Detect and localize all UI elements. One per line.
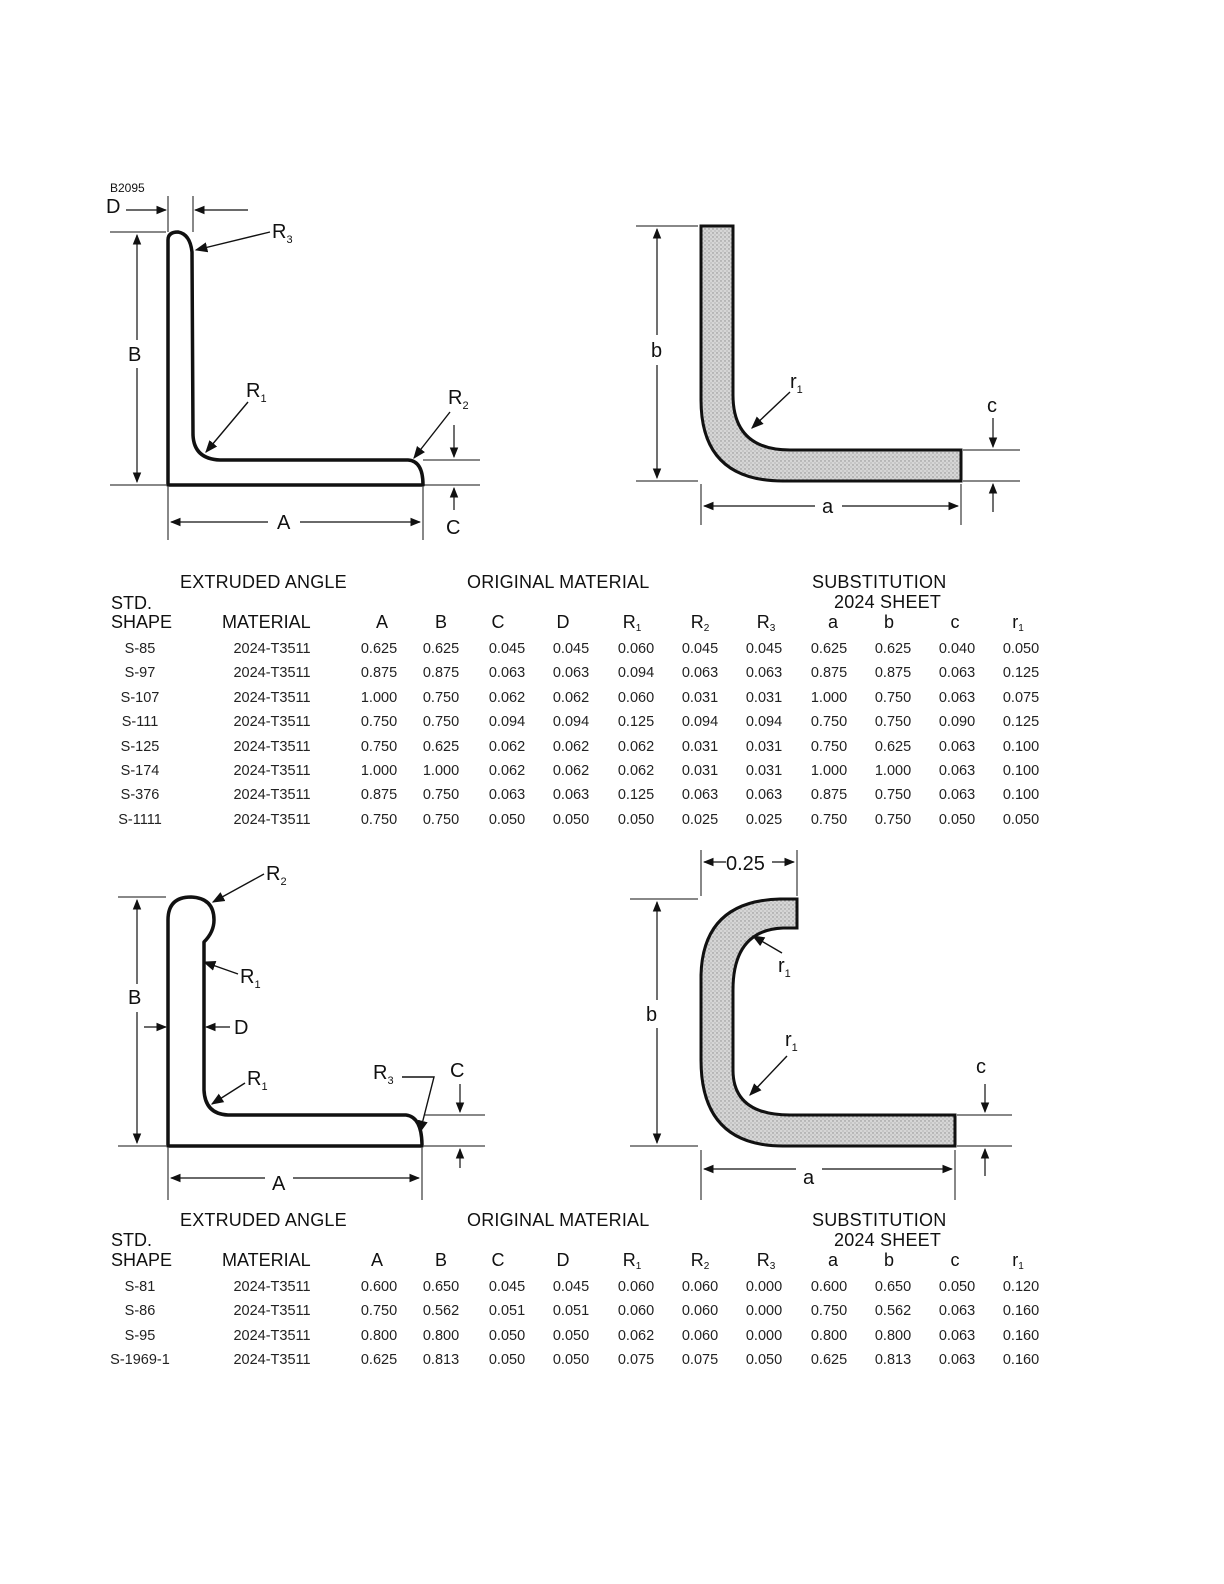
table-cell-value: 0.094 [745, 714, 783, 731]
table-cell-value: 0.062 [617, 738, 655, 755]
table-cell-value: 0.875 [810, 787, 848, 804]
table-cell-value: 0.813 [874, 1352, 912, 1369]
br-label-r1-lower: $r_1$ [785, 1029, 798, 1054]
table-cell-value: 0.750 [874, 811, 912, 828]
table-cell-value: 0.063 [552, 787, 590, 804]
table-2-title-extruded: EXTRUDED ANGLE [180, 1210, 347, 1230]
table-row [0, 1303, 1224, 1325]
table-1-title-extruded: EXTRUDED ANGLE [180, 572, 347, 592]
table-cell-value: 0.000 [745, 1303, 783, 1320]
table-cell-value: 0.062 [552, 763, 590, 779]
top-right-sheet-outline [701, 226, 961, 481]
br-label-c: c [976, 1056, 986, 1078]
tr-label-b: b [651, 340, 663, 362]
table-row [0, 1352, 1224, 1374]
table-cell-shape: S-97 [124, 665, 156, 682]
table-2-col-shape: SHAPE [111, 1250, 173, 1270]
table-cell-value: 0.045 [488, 641, 526, 657]
table-cell-value: 0.031 [745, 689, 783, 706]
table-cell-value: 0.062 [552, 738, 590, 755]
table-cell-value: 0.875 [874, 665, 912, 682]
table-cell-value: 0.050 [552, 1352, 590, 1369]
table-cell-material: 2024-T3511 [233, 665, 311, 682]
table-cell-value: 0.045 [552, 1279, 590, 1295]
table-row [0, 763, 1224, 785]
table-cell-value: 0.125 [1002, 714, 1040, 731]
table-row [0, 1328, 1224, 1350]
table-cell-value: 0.090 [938, 714, 976, 731]
table-cell-value: 0.062 [552, 689, 590, 706]
table-cell-value: 0.045 [488, 1279, 526, 1295]
bl-label-A: A [272, 1173, 286, 1195]
table-cell-value: 0.160 [1002, 1352, 1040, 1369]
table-2-col-R2: $R_2$ [690, 1250, 710, 1272]
table-cell-value: 0.800 [874, 1327, 912, 1344]
tl-label-R2: $R_2$ [448, 387, 469, 412]
table-cell-value: 0.625 [874, 641, 912, 657]
table-cell-value: 0.000 [745, 1279, 783, 1295]
tr-label-a: a [822, 496, 834, 518]
table-cell-value: 0.050 [488, 1327, 526, 1344]
table-cell-value: 0.050 [938, 811, 976, 828]
table-cell-value: 0.562 [874, 1303, 912, 1320]
br-label-025: 0.25 [726, 853, 765, 875]
table-cell-value: 0.063 [938, 1327, 976, 1344]
table-row [0, 1279, 1224, 1301]
table-cell-value: 0.750 [874, 689, 912, 706]
table-2-col-C: C [491, 1250, 505, 1270]
table-1-title-substitution: SUBSTITUTION [812, 572, 947, 592]
table-cell-value: 0.031 [745, 738, 783, 755]
table-cell-shape: S-85 [124, 641, 156, 657]
tr-label-c: c [987, 395, 997, 417]
table-cell-value: 0.063 [681, 665, 719, 682]
table-cell-value: 0.000 [745, 1327, 783, 1344]
table-cell-material: 2024-T3511 [233, 1327, 311, 1344]
table-cell-value: 0.050 [745, 1352, 783, 1369]
table-cell-value: 0.625 [810, 641, 848, 657]
table-cell-shape: S-125 [120, 738, 160, 755]
table-cell-material: 2024-T3511 [233, 738, 311, 755]
table-cell-value: 0.040 [938, 641, 976, 657]
table-1-col-b: b [883, 612, 895, 632]
table-cell-value: 0.750 [810, 1303, 848, 1320]
table-1-col-A: A [375, 612, 389, 632]
table-cell-material: 2024-T3511 [233, 787, 311, 804]
bl-label-R3: $R_3$ [373, 1062, 394, 1087]
table-cell-value: 0.060 [617, 641, 655, 657]
table-cell-value: 0.050 [938, 1279, 976, 1295]
table-cell-value: 0.031 [745, 763, 783, 779]
table-cell-value: 0.050 [617, 811, 655, 828]
table-cell-value: 0.125 [617, 714, 655, 731]
table-row [0, 739, 1224, 761]
top-left-extruded-angle [106, 196, 480, 540]
table-row [0, 714, 1224, 736]
table-cell-value: 0.750 [360, 1303, 398, 1320]
tl-label-A: A [277, 512, 291, 534]
bottom-left-extruded-angle [118, 863, 485, 1200]
table-cell-value: 0.045 [745, 641, 783, 657]
table-cell-value: 0.075 [617, 1352, 655, 1369]
table-1-col-R3: $R_3$ [756, 612, 776, 634]
table-cell-material: 2024-T3511 [233, 689, 311, 706]
table-cell-value: 0.063 [745, 787, 783, 804]
table-cell-value: 0.062 [617, 763, 655, 779]
table-cell-value: 0.063 [938, 1303, 976, 1320]
table-cell-value: 1.000 [810, 689, 848, 706]
table-2-title-original: ORIGINAL MATERIAL [467, 1210, 650, 1230]
br-label-r1-upper: $r_1$ [778, 955, 791, 980]
table-cell-value: 0.750 [360, 738, 398, 755]
tl-label-R3: $R_3$ [272, 221, 293, 246]
table-1-col-c: c [950, 612, 960, 632]
table-cell-value: 0.650 [422, 1279, 460, 1295]
table-1-col-D: D [556, 612, 570, 632]
table-row [0, 690, 1224, 712]
table-cell-material: 2024-T3511 [233, 641, 311, 657]
figure-id: B2095 [110, 181, 145, 195]
table-cell-value: 0.100 [1002, 787, 1040, 804]
table-cell-shape: S-86 [124, 1303, 156, 1320]
table-1-col-C: C [491, 612, 505, 632]
tl-label-C: C [446, 517, 461, 539]
table-1-title-original: ORIGINAL MATERIAL [467, 572, 650, 592]
table-cell-value: 0.063 [488, 787, 526, 804]
table-cell-value: 0.625 [422, 738, 460, 755]
table-cell-shape: S-1969-1 [110, 1352, 170, 1369]
tl-label-B: B [128, 344, 142, 366]
table-1-std-label: STD. [111, 593, 153, 613]
table-cell-value: 0.031 [681, 763, 719, 779]
table-cell-value: 0.060 [681, 1327, 719, 1344]
table-cell-value: 0.750 [422, 811, 460, 828]
table-cell-value: 0.045 [552, 641, 590, 657]
table-cell-value: 0.063 [938, 689, 976, 706]
table-cell-value: 0.051 [552, 1303, 590, 1320]
table-cell-value: 0.063 [681, 787, 719, 804]
bottom-right-sheet-angle [630, 850, 1012, 1200]
table-cell-material: 2024-T3511 [233, 1279, 311, 1295]
table-cell-value: 0.160 [1002, 1327, 1040, 1344]
table-cell-value: 0.625 [874, 738, 912, 755]
table-cell-value: 0.813 [422, 1352, 460, 1369]
table-cell-value: 0.062 [488, 763, 526, 779]
bl-label-R1-lower: $R_1$ [247, 1068, 268, 1093]
table-cell-value: 0.094 [681, 714, 719, 731]
table-cell-value: 0.750 [810, 811, 848, 828]
table-cell-value: 0.063 [745, 665, 783, 682]
table-1-col-B: B [434, 612, 448, 632]
table-cell-value: 0.051 [488, 1303, 526, 1320]
table-1-col-r1: $r_1$ [1012, 612, 1024, 634]
table-cell-value: 0.060 [681, 1279, 719, 1295]
table-cell-value: 0.750 [422, 689, 460, 706]
table-cell-value: 0.625 [360, 1352, 398, 1369]
table-2-std-label: STD. [111, 1230, 153, 1250]
table-cell-material: 2024-T3511 [233, 811, 311, 828]
table-cell-value: 0.750 [422, 714, 460, 731]
br-label-b: b [646, 1004, 658, 1026]
table-2-title-sheet: 2024 SHEET [834, 1230, 942, 1250]
table-cell-value: 0.063 [938, 787, 976, 804]
bl-label-C: C [450, 1060, 465, 1082]
table-cell-value: 0.875 [810, 665, 848, 682]
table-cell-value: 0.800 [810, 1327, 848, 1344]
table-cell-value: 0.875 [360, 665, 398, 682]
table-cell-value: 0.063 [938, 665, 976, 682]
table-cell-shape: S-95 [124, 1327, 156, 1344]
table-cell-value: 0.125 [617, 787, 655, 804]
table-cell-value: 0.063 [488, 665, 526, 682]
table-1-title-sheet: 2024 SHEET [834, 592, 942, 612]
table-cell-value: 1.000 [422, 763, 460, 779]
table-1-col-R2: $R_2$ [690, 612, 710, 634]
table-2-col-r1: $r_1$ [1012, 1250, 1024, 1272]
table-cell-value: 0.094 [552, 714, 590, 731]
bl-label-R1-upper: $R_1$ [240, 966, 261, 991]
table-2-title-substitution: SUBSTITUTION [812, 1210, 947, 1230]
table-cell-value: 0.045 [681, 641, 719, 657]
br-label-a: a [803, 1167, 815, 1189]
table-cell-value: 0.063 [938, 738, 976, 755]
table-cell-value: 0.050 [488, 1352, 526, 1369]
table-cell-value: 0.750 [874, 714, 912, 731]
table-cell-value: 0.750 [360, 811, 398, 828]
table-cell-value: 0.120 [1002, 1279, 1040, 1295]
table-cell-value: 0.750 [360, 714, 398, 731]
table-cell-value: 0.800 [422, 1327, 460, 1344]
table-cell-value: 0.062 [617, 1327, 655, 1344]
table-cell-value: 0.800 [360, 1327, 398, 1344]
table-cell-value: 0.100 [1002, 763, 1040, 779]
table-2-col-B: B [434, 1250, 448, 1270]
tl-label-R1: $R_1$ [246, 380, 267, 405]
table-cell-shape: S-376 [120, 787, 160, 804]
table-2-col-D: D [556, 1250, 570, 1270]
table-cell-shape: S-81 [124, 1279, 156, 1295]
table-cell-shape: S-111 [121, 714, 159, 731]
table-cell-value: 0.100 [1002, 738, 1040, 755]
table-1-col-shape: SHAPE [111, 612, 173, 632]
table-cell-value: 0.750 [810, 714, 848, 731]
table-cell-value: 0.060 [617, 689, 655, 706]
table-1-col-a: a [827, 612, 839, 632]
table-cell-material: 2024-T3511 [233, 714, 311, 731]
table-cell-value: 0.750 [810, 738, 848, 755]
table-cell-shape: S-107 [120, 689, 160, 706]
table-cell-value: 0.063 [552, 665, 590, 682]
table-cell-value: 0.875 [422, 665, 460, 682]
table-cell-value: 0.063 [938, 1352, 976, 1369]
table-cell-value: 0.075 [681, 1352, 719, 1369]
tl-label-D: D [106, 196, 121, 218]
table-cell-value: 0.031 [681, 738, 719, 755]
bottom-left-angle-outline [168, 897, 422, 1146]
top-right-sheet-angle [636, 226, 1020, 525]
table-cell-value: 0.050 [552, 1327, 590, 1344]
table-cell-value: 0.050 [1002, 641, 1040, 657]
table-1-col-R1: $R_1$ [622, 612, 642, 634]
table-cell-value: 0.600 [360, 1279, 398, 1295]
table-cell-value: 0.750 [874, 787, 912, 804]
table-2-col-R3: $R_3$ [756, 1250, 776, 1272]
table-cell-value: 1.000 [810, 763, 848, 779]
table-cell-material: 2024-T3511 [233, 1303, 311, 1320]
table-cell-value: 0.094 [488, 714, 526, 731]
table-cell-value: 0.075 [1002, 689, 1040, 706]
bottom-right-sheet-outline [701, 899, 955, 1146]
table-cell-value: 0.060 [681, 1303, 719, 1320]
table-cell-value: 0.650 [874, 1279, 912, 1295]
table-cell-value: 1.000 [360, 689, 398, 706]
table-row [0, 787, 1224, 809]
table-2-col-material: MATERIAL [222, 1250, 311, 1270]
table-2-col-R1: $R_1$ [622, 1250, 642, 1272]
table-cell-value: 0.050 [552, 811, 590, 828]
top-left-angle-outline [168, 232, 423, 485]
table-cell-value: 0.875 [360, 787, 398, 804]
table-cell-value: 0.625 [810, 1352, 848, 1369]
table-cell-value: 0.063 [938, 763, 976, 779]
table-2-col-A: A [370, 1250, 384, 1270]
table-cell-material: 2024-T3511 [233, 763, 311, 779]
table-cell-shape: S-174 [120, 763, 160, 779]
table-cell-material: 2024-T3511 [233, 1352, 311, 1369]
table-2-col-a: a [827, 1250, 839, 1270]
table-cell-value: 0.050 [1002, 811, 1040, 828]
table-cell-value: 0.025 [745, 811, 783, 828]
table-cell-value: 0.750 [422, 787, 460, 804]
table-row [0, 641, 1224, 663]
table-cell-value: 0.160 [1002, 1303, 1040, 1320]
tr-label-r1: $r_1$ [790, 371, 803, 396]
bl-label-R2: $R_2$ [266, 863, 287, 888]
table-2-col-c: c [950, 1250, 960, 1270]
bl-label-D: D [234, 1017, 249, 1039]
table-cell-value: 0.125 [1002, 665, 1040, 682]
bl-label-B: B [128, 987, 142, 1009]
table-cell-value: 0.062 [488, 689, 526, 706]
table-cell-value: 0.025 [681, 811, 719, 828]
table-cell-shape: S-1111 [118, 811, 162, 828]
table-1-col-material: MATERIAL [222, 612, 311, 632]
table-cell-value: 1.000 [360, 763, 398, 779]
table-cell-value: 0.050 [488, 811, 526, 828]
table-cell-value: 0.625 [422, 641, 460, 657]
table-cell-value: 0.060 [617, 1279, 655, 1295]
table-2-col-b: b [883, 1250, 895, 1270]
table-cell-value: 0.062 [488, 738, 526, 755]
table-row [0, 665, 1224, 687]
table-row [0, 812, 1224, 834]
table-cell-value: 0.031 [681, 689, 719, 706]
table-cell-value: 0.562 [422, 1303, 460, 1320]
table-cell-value: 0.600 [810, 1279, 848, 1295]
table-cell-value: 0.060 [617, 1303, 655, 1320]
table-cell-value: 0.094 [617, 665, 655, 682]
table-cell-value: 0.625 [360, 641, 398, 657]
table-cell-value: 1.000 [874, 763, 912, 779]
